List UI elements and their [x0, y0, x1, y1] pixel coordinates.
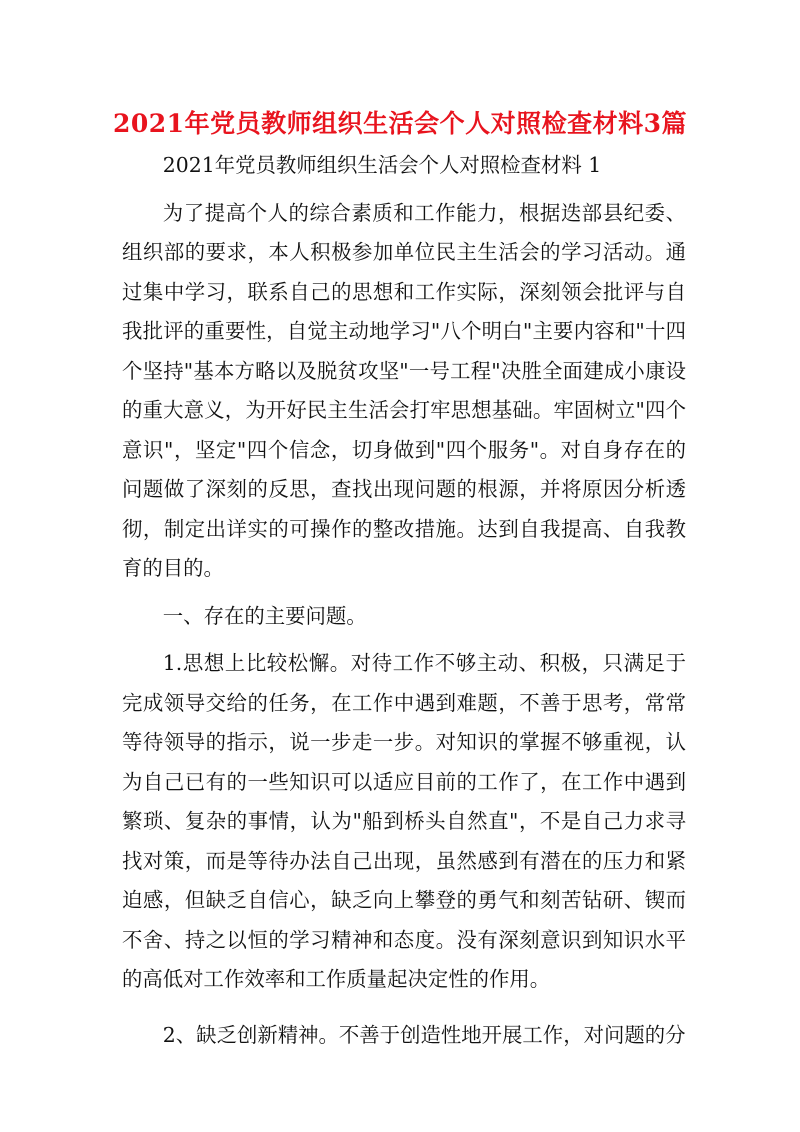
paragraph-intro: 为了提高个人的综合素质和工作能力，根据迭部县纪委、组织部的要求，本人积极参加单位民主生活会的学习活动。通过集中学习，联系自己的思想和工作实际，深刻领会批评与自我批评的重要性，自觉主动地学习"八个明白"主要内容和"十四个坚持"基本方略以及脱贫攻坚"一号工程"决胜全面建成小康设的重大意义，为开好民主生活会打牢思想基础。牢固树立"四个意识"，坚定"四个信念，切身做到"四个服务"。对自身存在的问题做了深刻的反思，查找出现问题的根源，并将原因分析透彻，制定出详实的可操作的整改措施。达到自我提高、自我教育的目的。 — [122, 200, 686, 580]
section-heading-problems: 一、存在的主要问题。 — [162, 603, 367, 628]
document-subtitle: 2021年党员教师组织生活会个人对照检查材料 1 — [162, 153, 602, 177]
document-body — [122, 146, 686, 1055]
document-title: 2021年党员教师组织生活会个人对照检查材料3篇 — [113, 109, 687, 138]
paragraph-problem-2: 2、缺乏创新精神。不善于创造性地开展工作，对问题的分 — [162, 1022, 686, 1047]
paragraph-problem-1: 1.思想上比较松懈。对待工作不够主动、积极，只满足于完成领导交给的任务，在工作中遇到难题，不善于思考，常常等待领导的指示，说一步走一步。对知识的掌握不够重视，认为自己已有的一些知识可以适应目前的工作了，在工作中遇到繁琐、复杂的事情，认为"船到桥头自然直"，不是自己力求寻找对策，而是等待办法自己出现，虽然感到有潜在的压力和紧迫感，但缺乏自信心，缺乏向上攀登的勇气和刻苦钻研、锲而不舍、持之以恒的学习精神和态度。没有深刻意识到知识水平的高低对工作效率和工作质量起决定性的作用。 — [122, 651, 686, 991]
